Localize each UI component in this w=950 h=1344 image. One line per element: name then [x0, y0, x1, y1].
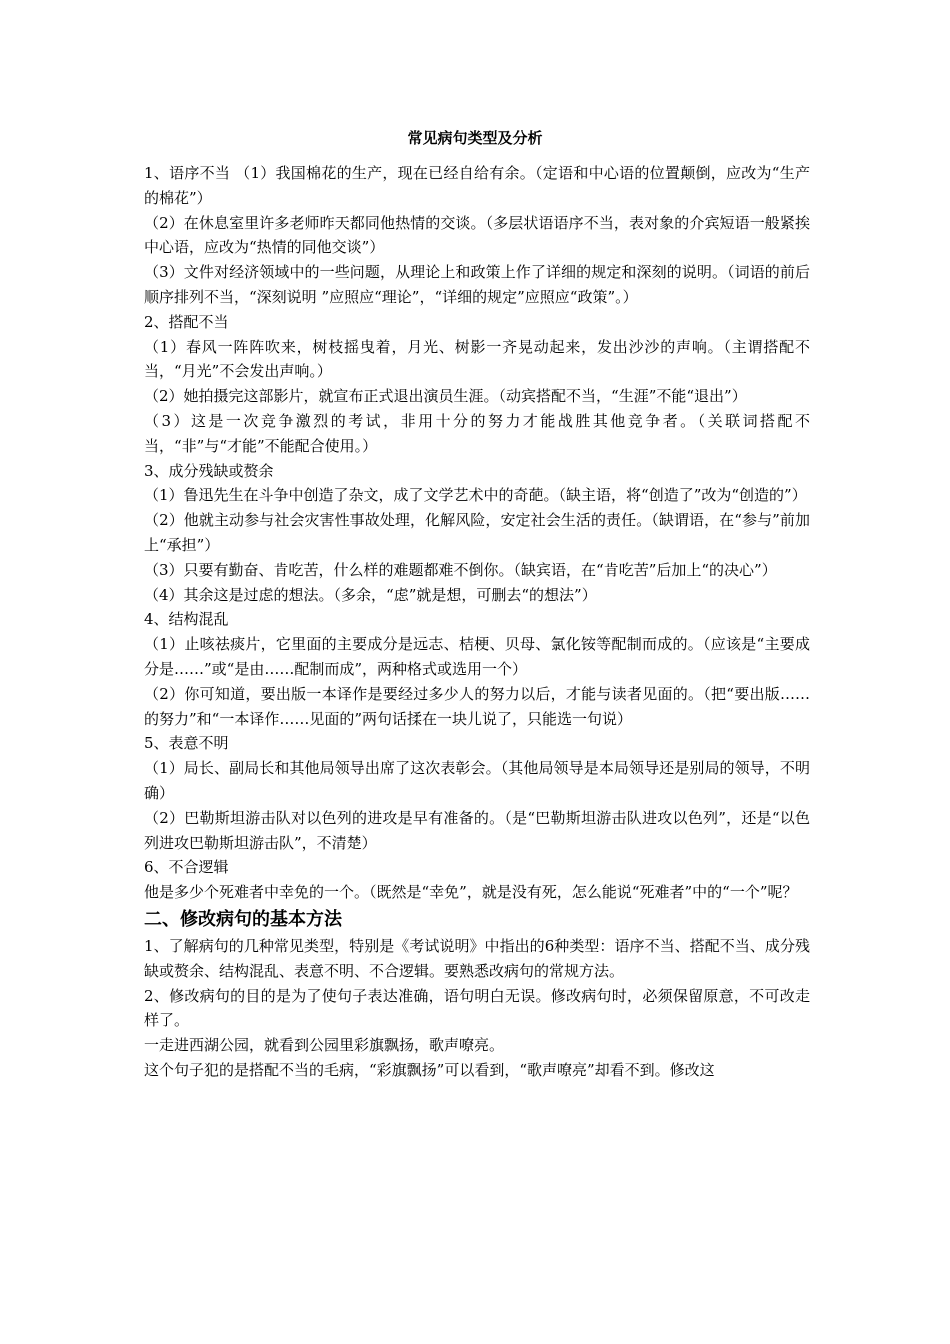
paragraph: （2）你可知道，要出版一本译作是要经过多少人的努力以后，才能与读者见面的。（把“要出版……的努力”和“一本译作……见面的”两句话揉在一块儿说了，只能选一句说） [144, 684, 810, 728]
paragraph: （1）春风一阵阵吹来，树枝摇曳着，月光、树影一齐晃动起来，发出沙沙的声响。（主谓搭配不当，“月光”不会发出声响。） [144, 337, 810, 381]
document-title: 常见病句类型及分析 [407, 129, 543, 147]
paragraph: （1）鲁迅先生在斗争中创造了杂文，成了文学艺术中的奇葩。（缺主语，将“创造了”改为“创造的”） [144, 486, 807, 505]
paragraph: 2、修改病句的目的是为了使句子表达准确，语句明白无误。修改病句时，必须保留原意，不可改走样了。 [144, 986, 810, 1030]
document-body [144, 161, 810, 1083]
paragraph: （1）止咳祛痰片，它里面的主要成分是远志、桔梗、贝母、氯化铵等配制而成的。（应该是“主要成分是……”或“是由……配制而成”，两种格式或选用一个） [144, 635, 810, 678]
paragraph: （2）他就主动参与社会灾害性事故处理，化解风险，安定社会生活的责任。（缺谓语，在“参与”前加上“承担”） [144, 511, 810, 554]
section-2-heading: 二、修改病句的基本方法 [144, 908, 342, 930]
section-heading: 4、结构混乱 [144, 610, 229, 629]
paragraph: （1）局长、副局长和其他局领导出席了这次表彰会。（其他局领导是本局领导还是别局的领导，不明确） [144, 759, 810, 802]
paragraph: 这个句子犯的是搭配不当的毛病，“彩旗飘扬”可以看到，“歌声嘹亮”却看不到。修改这 [144, 1060, 715, 1079]
section-heading: 5、表意不明 [144, 734, 229, 753]
paragraph: 1、语序不当 （1）我国棉花的生产，现在已经自给有余。（定语和中心语的位置颠倒，应改为“生产的棉花”） [144, 164, 810, 207]
paragraph: （3）只要有勤奋、肯吃苦，什么样的难题都难不倒你。（缺宾语，在“肯吃苦”后加上“的决心”） [144, 560, 777, 579]
paragraph: （2）她拍摄完这部影片，就宣布正式退出演员生涯。（动宾搭配不当，“生涯”不能“退出”） [144, 387, 747, 406]
paragraph: 1、了解病句的几种常见类型，特别是《考试说明》中指出的6种类型：语序不当、搭配不当、成分残缺或赘余、结构混乱、表意不明、不合逻辑。要熟悉改病句的常规方法。 [144, 936, 810, 980]
section-heading: 6、不合逻辑 [144, 858, 229, 877]
paragraph: （3）这是一次竞争激烈的考试，非用十分的努力才能战胜其他竞争者。（关联词搭配不当，“非”与“才能”不能配合使用。） [144, 411, 810, 455]
paragraph: （4）其余这是过虑的想法。（多余，“虑”就是想，可删去“的想法”） [144, 585, 597, 604]
paragraph: （2）在休息室里许多老师昨天都同他热情的交谈。（多层状语语序不当，表对象的介宾短语一般紧挨中心语，应改为“热情的同他交谈”） [144, 213, 810, 257]
paragraph: 他是多少个死难者中幸免的一个。（既然是“幸免”，就是没有死，怎么能说“死难者”中的“一个”呢？ [144, 883, 798, 902]
paragraph: （2）巴勒斯坦游击队对以色列的进攻是早有准备的。（是“巴勒斯坦游击队进攻以色列”，还是“以色列进攻巴勒斯坦游击队”，不清楚） [144, 808, 810, 852]
section-heading: 2、搭配不当 [144, 312, 229, 331]
section-heading: 3、成分残缺或赘余 [144, 461, 274, 480]
example-sentence: 一走进西湖公园，就看到公园里彩旗飘扬，歌声嘹亮。 [144, 1036, 505, 1055]
paragraph: （3）文件对经济领域中的一些问题，从理论上和政策上作了详细的规定和深刻的说明。（词语的前后顺序排列不当，“深刻说明 ”应照应“理论”，“详细的规定”应照应“政策”。） [144, 263, 810, 306]
